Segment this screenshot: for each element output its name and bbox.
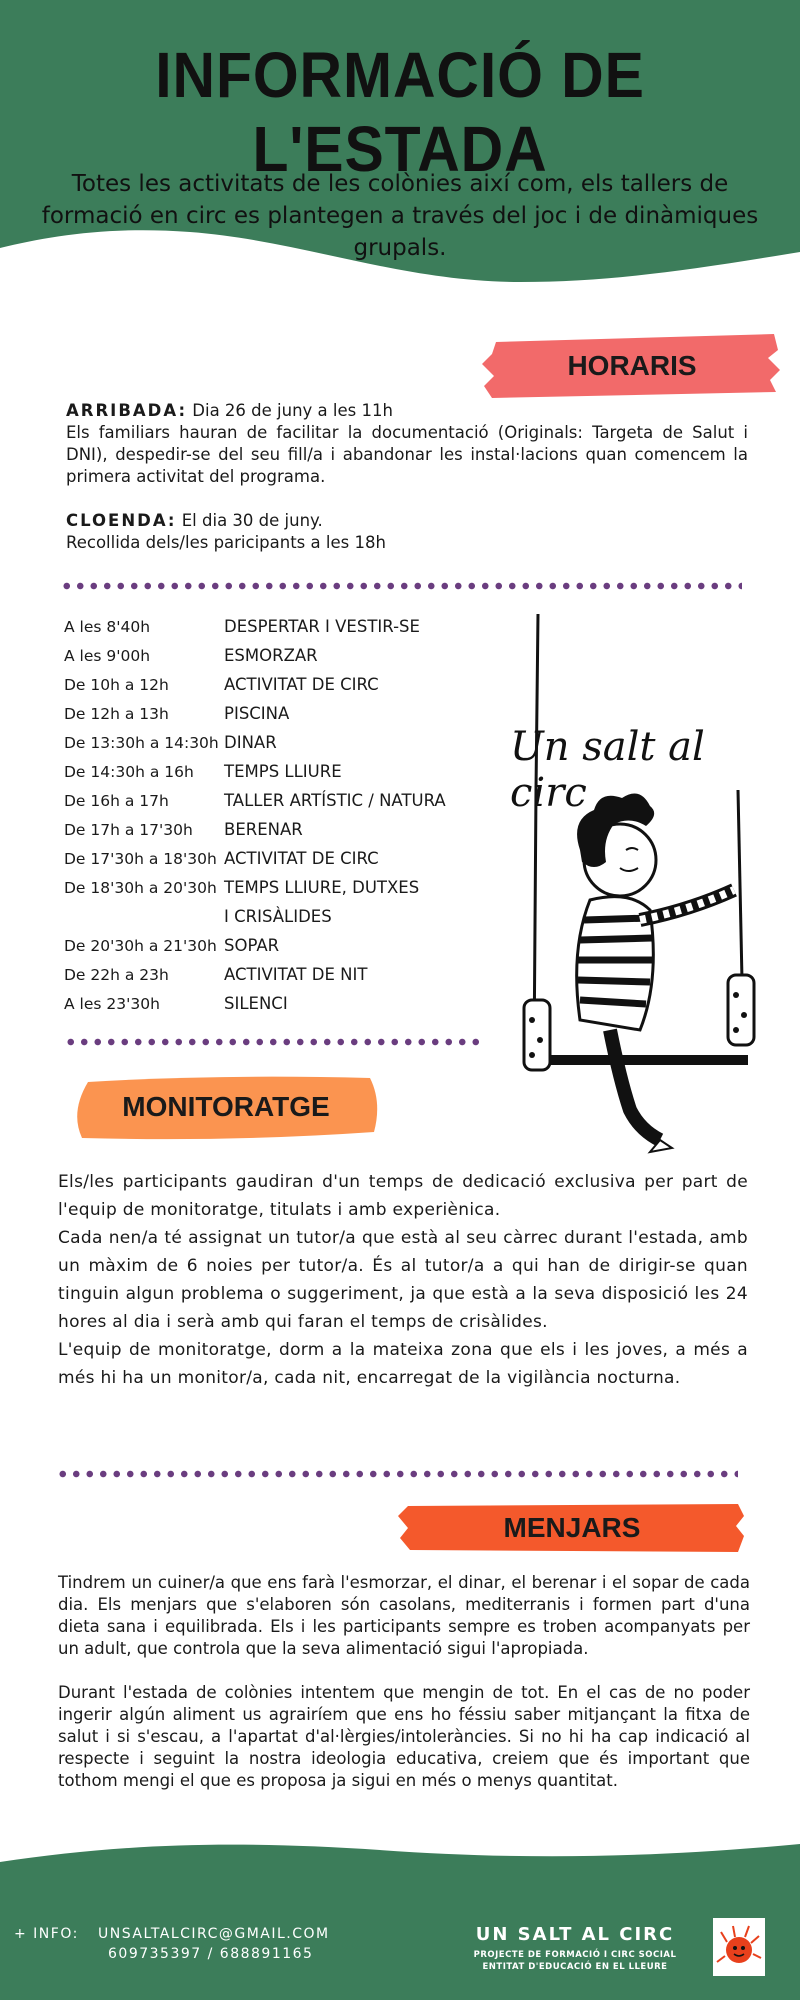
schedule-time: De 20'30h a 21'30h <box>64 936 217 955</box>
schedule-activity: SOPAR <box>224 936 280 955</box>
schedule-row <box>64 873 494 902</box>
footer-background <box>0 1840 800 2000</box>
schedule-time: De 14:30h a 16h <box>64 762 194 781</box>
intro-text: Totes les activitats de les colònies així com, els tallers de formació en circ es plantegen a través del joc i de dinàmiques grupals. <box>41 171 759 261</box>
schedule-row <box>64 670 494 699</box>
monitoratge-heading <box>70 1072 382 1142</box>
monitoratge-heading-label: MONITORATGE <box>122 1091 330 1122</box>
schedule-row <box>64 989 494 1018</box>
cloenda-label: CLOENDA: <box>66 511 177 530</box>
schedule-time: De 17h a 17'30h <box>64 820 193 839</box>
cloenda-date: El dia 30 de juny. <box>176 511 323 530</box>
schedule-time: De 17'30h a 18'30h <box>64 849 217 868</box>
schedule-activity: ACTIVITAT DE CIRC <box>224 675 379 694</box>
org-tagline-2: ENTITAT D'EDUCACIÓ EN EL LLEURE <box>482 1962 668 1972</box>
arribada-block <box>66 400 748 488</box>
schedule-row <box>64 786 494 815</box>
schedule-activity: PISCINA <box>224 704 290 723</box>
schedule-activity: ACTIVITAT DE NIT <box>224 965 368 984</box>
schedule-time: A les 9'00h <box>64 646 151 665</box>
circus-face-icon <box>713 1918 765 1976</box>
schedule-activity: TALLER ARTÍSTIC / NATURA <box>224 791 446 810</box>
schedule-activity: DINAR <box>224 733 277 752</box>
arribada-label: ARRIBADA: <box>66 401 188 420</box>
schedule-activity: BERENAR <box>224 820 303 839</box>
contact-email[interactable]: UNSALTALCIRC@GMAIL.COM <box>98 1926 330 1942</box>
menjars-heading <box>398 1502 746 1554</box>
org-tagline-1: PROJECTE DE FORMACIÓ I CIRC SOCIAL <box>473 1950 677 1960</box>
horaris-heading-label: HORARIS <box>567 350 697 381</box>
cloenda-detail: Recollida dels/les paricipants a les 18h <box>66 533 386 552</box>
cloenda-block <box>66 510 748 554</box>
menjars-text <box>58 1572 750 1792</box>
schedule-time: De 10h a 12h <box>64 675 169 694</box>
schedule-row <box>64 902 494 931</box>
monitoratge-paragraph: Els/les participants gaudiran d'un temps de dedicació exclusiva per part de l'equip de monitoratge, titulats i amb experiènica. <box>58 1172 748 1220</box>
dotted-divider <box>64 1038 484 1046</box>
monitoratge-paragraph: L'equip de monitoratge, dorm a la mateixa zona que els i les joves, a més a més hi ha un monitor/a, cada nit, encarregat de la vigilància nocturna. <box>58 1340 748 1388</box>
contact-phones[interactable]: 609735397 / 688891165 <box>108 1946 314 1962</box>
schedule-time: A les 8'40h <box>64 617 151 636</box>
schedule-activity: DESPERTAR I VESTIR-SE <box>224 617 420 636</box>
menjars-heading-label: MENJARS <box>503 1512 641 1543</box>
schedule-time: De 16h a 17h <box>64 791 169 810</box>
horaris-heading <box>482 330 782 402</box>
illustration-caption: Un salt al circ <box>510 724 705 816</box>
schedule-activity: ACTIVITAT DE CIRC <box>224 849 379 868</box>
schedule-time: De 13:30h a 14:30h <box>64 733 219 752</box>
monitoratge-paragraph: Cada nen/a té assignat un tutor/a que està al seu càrrec durant l'estada, amb un màxim de 6 noies per tutor/a. És al tutor/a a qui han de dirigir-se quan tinguin algun problema o suggeriment, ja que està a la seva disposició les 24 hores al dia i serà amb qui faran el temps de crisàlides. <box>58 1228 748 1332</box>
dotted-divider <box>56 1470 738 1478</box>
monitoratge-text <box>58 1168 748 1392</box>
schedule-time: De 22h a 23h <box>64 965 169 984</box>
info-label: + INFO: <box>14 1926 79 1942</box>
schedule-row <box>64 815 494 844</box>
arribada-date: Dia 26 de juny a les 11h <box>187 401 393 420</box>
schedule-activity: I CRISÀLIDES <box>224 907 332 926</box>
schedule-activity: SILENCI <box>224 994 288 1013</box>
schedule-time: A les 23'30h <box>64 994 160 1013</box>
schedule-activity: ESMORZAR <box>224 646 318 665</box>
schedule-row <box>64 960 494 989</box>
menjars-paragraph: Durant l'estada de colònies intentem que mengin de tot. En el cas de no poder ingerir algún aliment us agrairíem que ens ho féssiu saber mitjançant la fitxa de salut i si s'escau, a l'apartat d'al·lèrgies/intoleràncies. Si no hi ha cap indicació al respecte i seguint la nostra ideologia educativa, creiem que és important que tothom mengi el que es proposa ja sigui en més o menys quantitat. <box>58 1683 750 1790</box>
schedule-row <box>64 844 494 873</box>
schedule-time: De 12h a 13h <box>64 704 169 723</box>
arribada-detail: Els familiars hauran de facilitar la documentació (Originals: Targeta de Salut i DNI), despedir-se del seu fill/a i abandonar les instal·lacions quan comencem la primera activitat del programa. <box>66 423 748 486</box>
schedule-row <box>64 641 494 670</box>
swing-girl-illustration <box>510 600 780 1160</box>
schedule-row <box>64 931 494 960</box>
schedule-activity: TEMPS LLIURE, DUTXES <box>224 878 420 897</box>
menjars-paragraph: Tindrem un cuiner/a que ens farà l'esmorzar, el dinar, el berenar i el sopar de cada dia. Els menjars que s'elaboren són casolans, mediterranis i formen part d'una dieta sana i equilibrada. Els i les participants sempre es troben acompanyats per un adult, que controla que la seva alimentació sigui l'apropiada. <box>58 1573 750 1658</box>
schedule-time: De 18'30h a 20'30h <box>64 878 217 897</box>
schedule-activity: TEMPS LLIURE <box>224 762 342 781</box>
page-title: INFORMACIÓ DE L'ESTADA <box>155 39 645 185</box>
dotted-divider <box>60 582 742 590</box>
schedule-row <box>64 728 494 757</box>
org-logo <box>713 1918 765 1976</box>
schedule-row <box>64 757 494 786</box>
schedule-row <box>64 612 494 641</box>
schedule-row <box>64 699 494 728</box>
org-name: UN SALT AL CIRC <box>475 1924 675 1945</box>
daily-schedule <box>64 612 494 1018</box>
